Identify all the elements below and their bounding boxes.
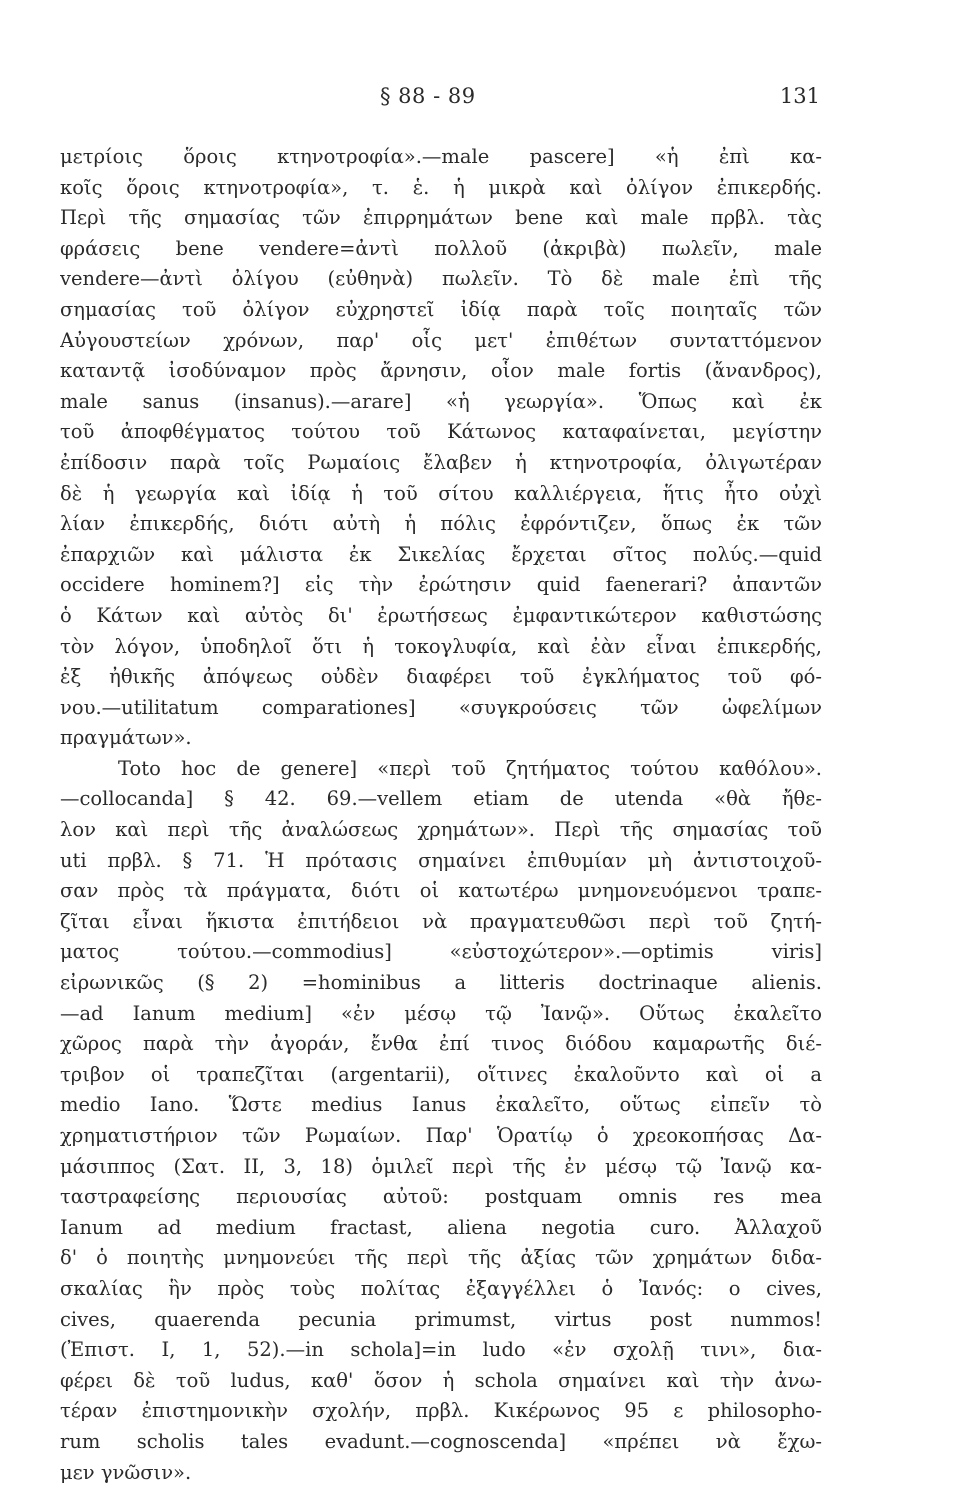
- text-line: ἐπίδοσιν παρὰ τοῖς Ρωμαίοις ἔλαβεν ἡ κτηνοτροφία, ὀλιγωτέραν: [60, 450, 822, 474]
- running-header: [60, 84, 820, 120]
- text-line: σημασίας τοῦ ὀλίγον εὐχρηστεῖ ἰδίᾳ παρὰ τοῖς ποιηταῖς τῶν: [60, 297, 822, 321]
- text-line: δὲ ἡ γεωργία καὶ ἰδίᾳ ἡ τοῦ σίτου καλλιέργεια, ἥτις ἦτο οὐχὶ: [60, 481, 822, 505]
- text-line: —ad Ianum medium] «ἐν μέσῳ τῷ Ἰανῷ». Οὕτως ἐκαλεῖτο: [60, 1001, 822, 1025]
- text-line: χῶρος παρὰ τὴν ἀγοράν, ἔνθα ἐπί τινος διόδου καμαρωτῆς διέ-: [60, 1032, 822, 1056]
- text-line: occidere hominem?] εἰς τὴν ἐρώτησιν quid faenerari? ἀπαντῶν: [60, 573, 822, 597]
- text-line: μάσιππος (Σατ. II, 3, 18) ὁμιλεῖ περὶ τῆς ἐν μέσῳ τῷ Ἰανῷ κα-: [60, 1154, 822, 1178]
- section-reference: § 88 - 89: [380, 84, 476, 108]
- text-line: —collocanda] § 42. 69.—vellem etiam de utenda «θὰ ἤθε-: [60, 787, 822, 811]
- text-line: χρηματιστήριον τῶν Ρωμαίων. Παρ' Ὁρατίῳ ὁ χρεοκοπήσας Δα-: [60, 1124, 822, 1147]
- text-line: ὁ Κάτων καὶ αὐτὸς δι' ἐρωτήσεως ἐμφαντικώτερον καθιστώσης: [60, 603, 822, 627]
- text-line: cives, quaerenda pecunia primumst, virtus post nummos!: [60, 1307, 822, 1331]
- text-line: σαν πρὸς τὰ πράγματα, διότι οἱ κατωτέρω μνημονευόμενοι τραπε-: [60, 879, 822, 903]
- text-line: medio Iano. Ὥστε medius Ianus ἐκαλεῖτο, οὕτως εἰπεῖν τὸ: [60, 1093, 822, 1117]
- text-line: (Ἐπιστ. I, 1, 52).—in schola]=in ludo «ἐν σχολῇ τινι», δια-: [60, 1338, 822, 1362]
- text-line: Περὶ τῆς σημασίας τῶν ἐπιρρημάτων bene καὶ male πρβλ. τὰς: [60, 206, 822, 230]
- text-line: ἐπαρχιῶν καὶ μάλιστα ἐκ Σικελίας ἔρχεται σῖτος πολύς.—quid: [60, 542, 822, 566]
- text-line: τέραν ἐπιστημονικὴν σχολήν, πρβλ. Κικέρωνος 95 ε philosopho-: [60, 1399, 822, 1423]
- text-line: κοῖς ὅροις κτηνοτροφία», τ. ἑ. ἡ μικρὰ καὶ ὀλίγον ἐπικερδής.: [60, 175, 822, 199]
- text-line: φράσεις bene vendere=ἀντὶ πολλοῦ (ἀκριβὰ) πωλεῖν, male: [60, 236, 822, 260]
- text-line: ζῖται εἶναι ἥκιστα ἐπιτήδειοι νὰ πραγματευθῶσι περὶ τοῦ ζητή-: [60, 909, 822, 933]
- text-line: πραγμάτων».: [60, 726, 192, 750]
- text-line: ταστραφείσης περιουσίας αὐτοῦ: postquam omnis res mea: [60, 1185, 822, 1209]
- text-line: λίαν ἐπικερδής, διότι αὐτὴ ἡ πόλις ἐφρόντιζεν, ὅπως ἐκ τῶν: [60, 512, 822, 536]
- text-line: uti πρβλ. § 71. Ἡ πρότασις σημαίνει ἐπιθυμίαν μὴ ἀντιστοιχοῦ-: [60, 848, 822, 872]
- text-line: vendere—ἀντὶ ὀλίγου (εὐθηνὰ) πωλεῖν. Τὸ δὲ male ἐπὶ τῆς: [60, 267, 822, 291]
- text-line: male sanus (insanus).—arare] «ἡ γεωργία». Ὅπως καὶ ἐκ: [60, 389, 822, 413]
- text-line: δ' ὁ ποιητὴς μνημονεύει τῆς περὶ τῆς ἀξίας τῶν χρημάτων διδα-: [60, 1246, 822, 1270]
- text-line: εἰρωνικῶς (§ 2) =hominibus a litteris doctrinaque alienis.: [60, 971, 822, 995]
- text-line: Toto hoc de genere] «περὶ τοῦ ζητήματος τούτου καθόλου».: [118, 756, 822, 780]
- text-line: καταντᾷ ἰσοδύναμον πρὸς ἄρνησιν, οἷον male fortis (ἄνανδρος),: [60, 359, 822, 383]
- text-line: τοῦ ἀποφθέγματος τούτου τοῦ Κάτωνος καταφαίνεται, μεγίστην: [60, 420, 822, 444]
- text-line: ματος τούτου.—commodius] «εὐστοχώτερον».—optimis viris]: [60, 940, 822, 964]
- text-line: νου.—utilitatum comparationes] «συγκρούσεις τῶν ὠφελίμων: [60, 695, 822, 719]
- text-line: λον καὶ περὶ τῆς ἀναλώσεως χρημάτων». Περὶ τῆς σημασίας τοῦ: [60, 818, 822, 842]
- text-line: ἐξ ἠθικῆς ἀπόψεως οὐδὲν διαφέρει τοῦ ἐγκλήματος τοῦ φό-: [60, 665, 822, 689]
- text-line: μεν γνῶσιν».: [60, 1460, 192, 1484]
- text-line: rum scholis tales evadunt.—cognoscenda] «πρέπει νὰ ἔχω-: [60, 1429, 822, 1453]
- text-line: μετρίοις ὅροις κτηνοτροφία».—male pascere] «ἡ ἐπὶ κα-: [60, 145, 822, 168]
- text-line: Αὐγουστείων χρόνων, παρ' οἷς μετ' ἐπιθέτων συνταττόμενον: [60, 328, 822, 352]
- commentary-text: [60, 142, 822, 1488]
- text-line: τριβον οἱ τραπεζῖται (argentarii), οἵτινες ἐκαλοῦντο καὶ οἱ a: [60, 1062, 822, 1086]
- page-number: 131: [779, 84, 820, 108]
- text-line: Ianum ad medium fractast, aliena negotia curo. Ἀλλαχοῦ: [60, 1215, 822, 1239]
- text-line: τὸν λόγον, ὑποδηλοῖ ὅτι ἡ τοκογλυφία, καὶ ἐὰν εἶναι ἐπικερδής,: [60, 634, 822, 658]
- text-line: σκαλίας ἣν πρὸς τοὺς πολίτας ἐξαγγέλλει ὁ Ἰανός: o cives,: [60, 1276, 822, 1300]
- text-line: φέρει δὲ τοῦ ludus, καθ' ὅσον ἡ schola σημαίνει καὶ τὴν ἀνω-: [60, 1368, 822, 1392]
